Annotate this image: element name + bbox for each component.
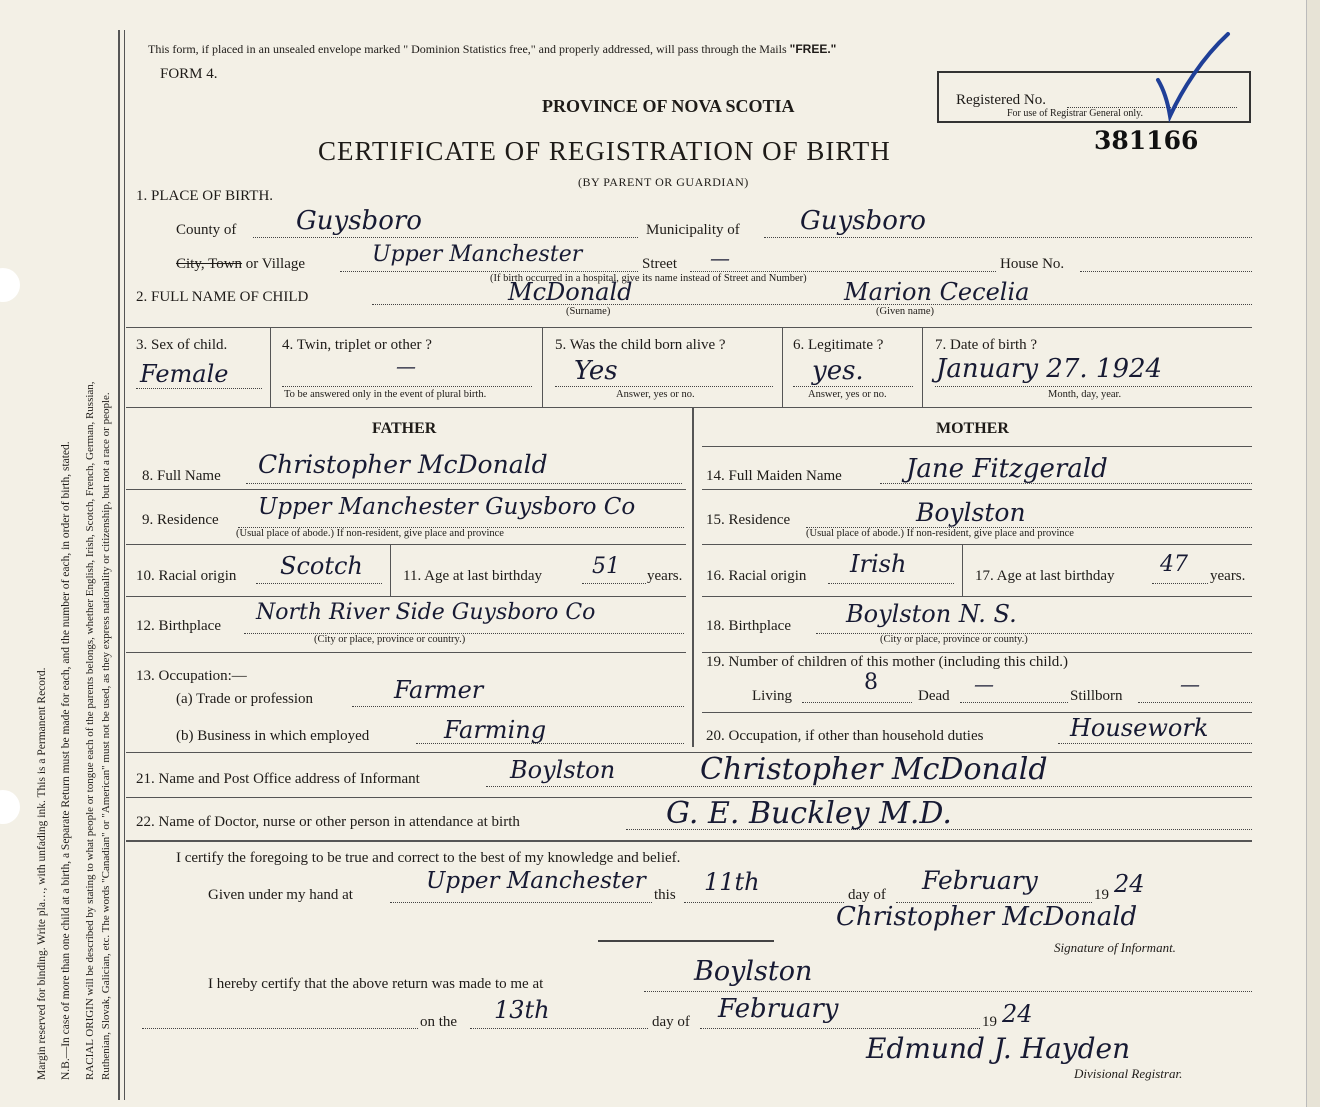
given-place: Upper Manchester <box>426 868 646 894</box>
legitimate-label: 6. Legitimate ? <box>793 337 884 353</box>
mother-name-label: 14. Full Maiden Name <box>706 468 842 484</box>
father-age-label: 11. Age at last birthday <box>403 568 542 584</box>
trade-value: Farmer <box>394 676 484 704</box>
alive-value: Yes <box>574 356 618 386</box>
margin-note-nationality: Ruthenian, Slovak, Galician, etc. The words "Canadian" or "American" must not be used, as they express nationality or citizenship, but not a race or people. <box>100 392 112 1080</box>
father-occupation-label: 13. Occupation:— <box>136 668 247 684</box>
sex-value: Female <box>140 360 229 388</box>
registration-month: February <box>718 994 839 1024</box>
informant-label: 21. Name and Post Office address of Informant <box>136 771 420 787</box>
mother-heading: MOTHER <box>936 420 1009 437</box>
day-of-label: day of <box>848 887 886 903</box>
father-residence-value: Upper Manchester Guysboro Co <box>258 494 636 520</box>
certificate-title: CERTIFICATE OF REGISTRATION OF BIRTH <box>318 136 891 166</box>
living-label: Living <box>752 688 792 704</box>
street-value: — <box>710 246 730 270</box>
given-month: February <box>922 866 1038 895</box>
registration-day-of-label: day of <box>652 1014 690 1030</box>
paper-edge <box>1306 0 1320 1107</box>
mother-name-value: Jane Fitzgerald <box>906 454 1108 484</box>
mother-race-value: Irish <box>850 550 907 578</box>
father-birthplace-value: North River Side Guysboro Co <box>256 600 596 625</box>
twin-value: — <box>396 354 416 378</box>
province-heading: PROVINCE OF NOVA SCOTIA <box>542 96 795 116</box>
mother-occupation-label: 20. Occupation, if other than household duties <box>706 728 984 744</box>
given-year: 24 <box>1114 870 1145 898</box>
alive-note: Answer, yes or no. <box>616 389 695 400</box>
father-residence-note: (Usual place of abode.) If non-resident, give place and province <box>236 528 504 539</box>
mother-residence-label: 15. Residence <box>706 512 791 528</box>
stillborn-label: Stillborn <box>1070 688 1123 704</box>
mother-residence-note: (Usual place of abode.) If non-resident, give place and province <box>806 528 1074 539</box>
informant-signature: Christopher McDonald <box>836 902 1138 932</box>
alive-label: 5. Was the child born alive ? <box>555 337 726 353</box>
city-town-strikethrough: City, Town <box>176 256 243 272</box>
informant-address: Boylston <box>510 756 616 784</box>
father-residence-label: 9. Residence <box>142 512 219 528</box>
father-name-value: Christopher McDonald <box>258 450 548 479</box>
this-label: this <box>654 887 676 903</box>
dead-value: — <box>974 672 994 696</box>
county-value: Guysboro <box>296 206 422 236</box>
twin-label: 4. Twin, triplet or other ? <box>282 337 432 353</box>
legitimate-note: Answer, yes or no. <box>808 389 887 400</box>
binding-hole-bottom <box>0 790 20 824</box>
mother-occupation-value: Housework <box>1070 714 1209 742</box>
father-name-label: 8. Full Name <box>142 468 221 484</box>
father-birthplace-note: (City or place, province or country.) <box>314 634 466 645</box>
registered-number: 381166 <box>1094 126 1199 155</box>
registration-day: 13th <box>494 996 550 1024</box>
mother-birthplace-value: Boylston N. S. <box>846 600 1017 628</box>
father-race-value: Scotch <box>280 552 363 580</box>
mother-birthplace-label: 18. Birthplace <box>706 618 791 634</box>
margin-note-racial-origin: RACIAL ORIGIN will be described by stating to what people or tongue each of the parents belongs, whether English, Irish, Scotch, French, German, Russian, <box>84 381 96 1080</box>
mother-children-label: 19. Number of children of this mother (including this child.) <box>706 654 1069 670</box>
child-surname: McDonald <box>508 278 633 306</box>
stillborn-value: — <box>1180 672 1200 696</box>
municipality-label: Municipality of <box>646 222 740 238</box>
registrar-use-note: For use of Registrar General only. <box>1007 108 1143 119</box>
mail-notice: This form, if placed in an unsealed envelope marked " Dominion Statistics free," and properly addressed, will pass through the Mails "FREE." <box>148 42 837 56</box>
doctor-label: 22. Name of Doctor, nurse or other person in attendance at birth <box>136 814 520 830</box>
date-of-birth-note: Month, day, year. <box>1048 389 1122 400</box>
legitimate-value: yes. <box>812 356 864 386</box>
child-name-label: 2. FULL NAME OF CHILD <box>136 289 309 305</box>
village-value: Upper Manchester <box>372 242 583 267</box>
mother-age-value: 47 <box>1160 552 1188 577</box>
mother-race-label: 16. Racial origin <box>706 568 807 584</box>
mother-years-label: years. <box>1210 568 1246 584</box>
registrar-place: Boylston <box>694 956 813 987</box>
registrar-signature-label: Divisional Registrar. <box>1074 1066 1183 1081</box>
parents-divider <box>692 407 694 747</box>
place-of-birth-label: 1. PLACE OF BIRTH. <box>136 188 274 204</box>
house-number-label: House No. <box>1000 256 1065 272</box>
given-under-hand-label: Given under my hand at <box>208 887 353 903</box>
margin-note-binding: Margin reserved for binding. Write pla…, with unfading ink. This is a Permanent Record. <box>36 667 48 1080</box>
given-name-caption: (Given name) <box>876 306 935 317</box>
trade-label: (a) Trade or profession <box>176 691 314 707</box>
registration-year: 24 <box>1002 1000 1033 1028</box>
county-label: County of <box>176 222 237 238</box>
date-of-birth-value: January 27. 1924 <box>936 354 1163 384</box>
dead-label: Dead <box>918 688 950 704</box>
street-label: Street <box>642 256 677 272</box>
on-the-label: on the <box>420 1014 458 1030</box>
father-years-label: years. <box>647 568 683 584</box>
business-value: Farming <box>444 716 547 744</box>
mother-residence-value: Boylston <box>916 498 1026 527</box>
mother-birthplace-note: (City or place, province or county.) <box>880 634 1028 645</box>
doctor-name: G. E. Buckley M.D. <box>666 796 952 831</box>
given-year-prefix: 19 <box>1094 887 1109 903</box>
binding-hole-top <box>0 268 20 302</box>
sex-label: 3. Sex of child. <box>136 337 228 353</box>
certify-statement: I certify the foregoing to be true and correct to the best of my knowledge and belief. <box>176 850 681 866</box>
surname-caption: (Surname) <box>566 306 611 317</box>
twin-note: To be answered only in the event of plural birth. <box>284 389 487 400</box>
father-heading: FATHER <box>372 420 437 437</box>
margin-note-multiple-births: N.B.—In case of more than one child at a birth, a Separate Return must be made for each, and the number of each, in order of birth, stated. <box>60 441 72 1080</box>
village-label: City, Town or Village <box>176 256 306 272</box>
date-of-birth-label: 7. Date of birth ? <box>935 337 1038 353</box>
certificate-subtitle: (BY PARENT OR GUARDIAN) <box>578 175 749 189</box>
living-value: 8 <box>864 670 878 695</box>
father-race-label: 10. Racial origin <box>136 568 237 584</box>
hospital-note: (If birth occurred in a hospital, give its name instead of Street and Number) <box>490 273 807 284</box>
registration-year-prefix: 19 <box>982 1014 997 1030</box>
registrar-signature: Edmund J. Hayden <box>866 1032 1131 1065</box>
municipality-value: Guysboro <box>800 206 926 236</box>
child-given-name: Marion Cecelia <box>844 278 1030 306</box>
business-label: (b) Business in which employed <box>176 728 370 744</box>
given-day: 11th <box>704 868 760 896</box>
checkmark-icon <box>1150 28 1235 123</box>
informant-name: Christopher McDonald <box>700 752 1048 787</box>
registrar-statement: I hereby certify that the above return was made to me at <box>208 976 544 992</box>
father-age-value: 51 <box>592 554 620 579</box>
form-number: FORM 4. <box>160 66 218 82</box>
mother-age-label: 17. Age at last birthday <box>975 568 1115 584</box>
margin-rule <box>118 30 120 1100</box>
registered-label: Registered No. <box>956 92 1046 108</box>
father-birthplace-label: 12. Birthplace <box>136 618 221 634</box>
informant-signature-label: Signature of Informant. <box>1054 940 1176 955</box>
